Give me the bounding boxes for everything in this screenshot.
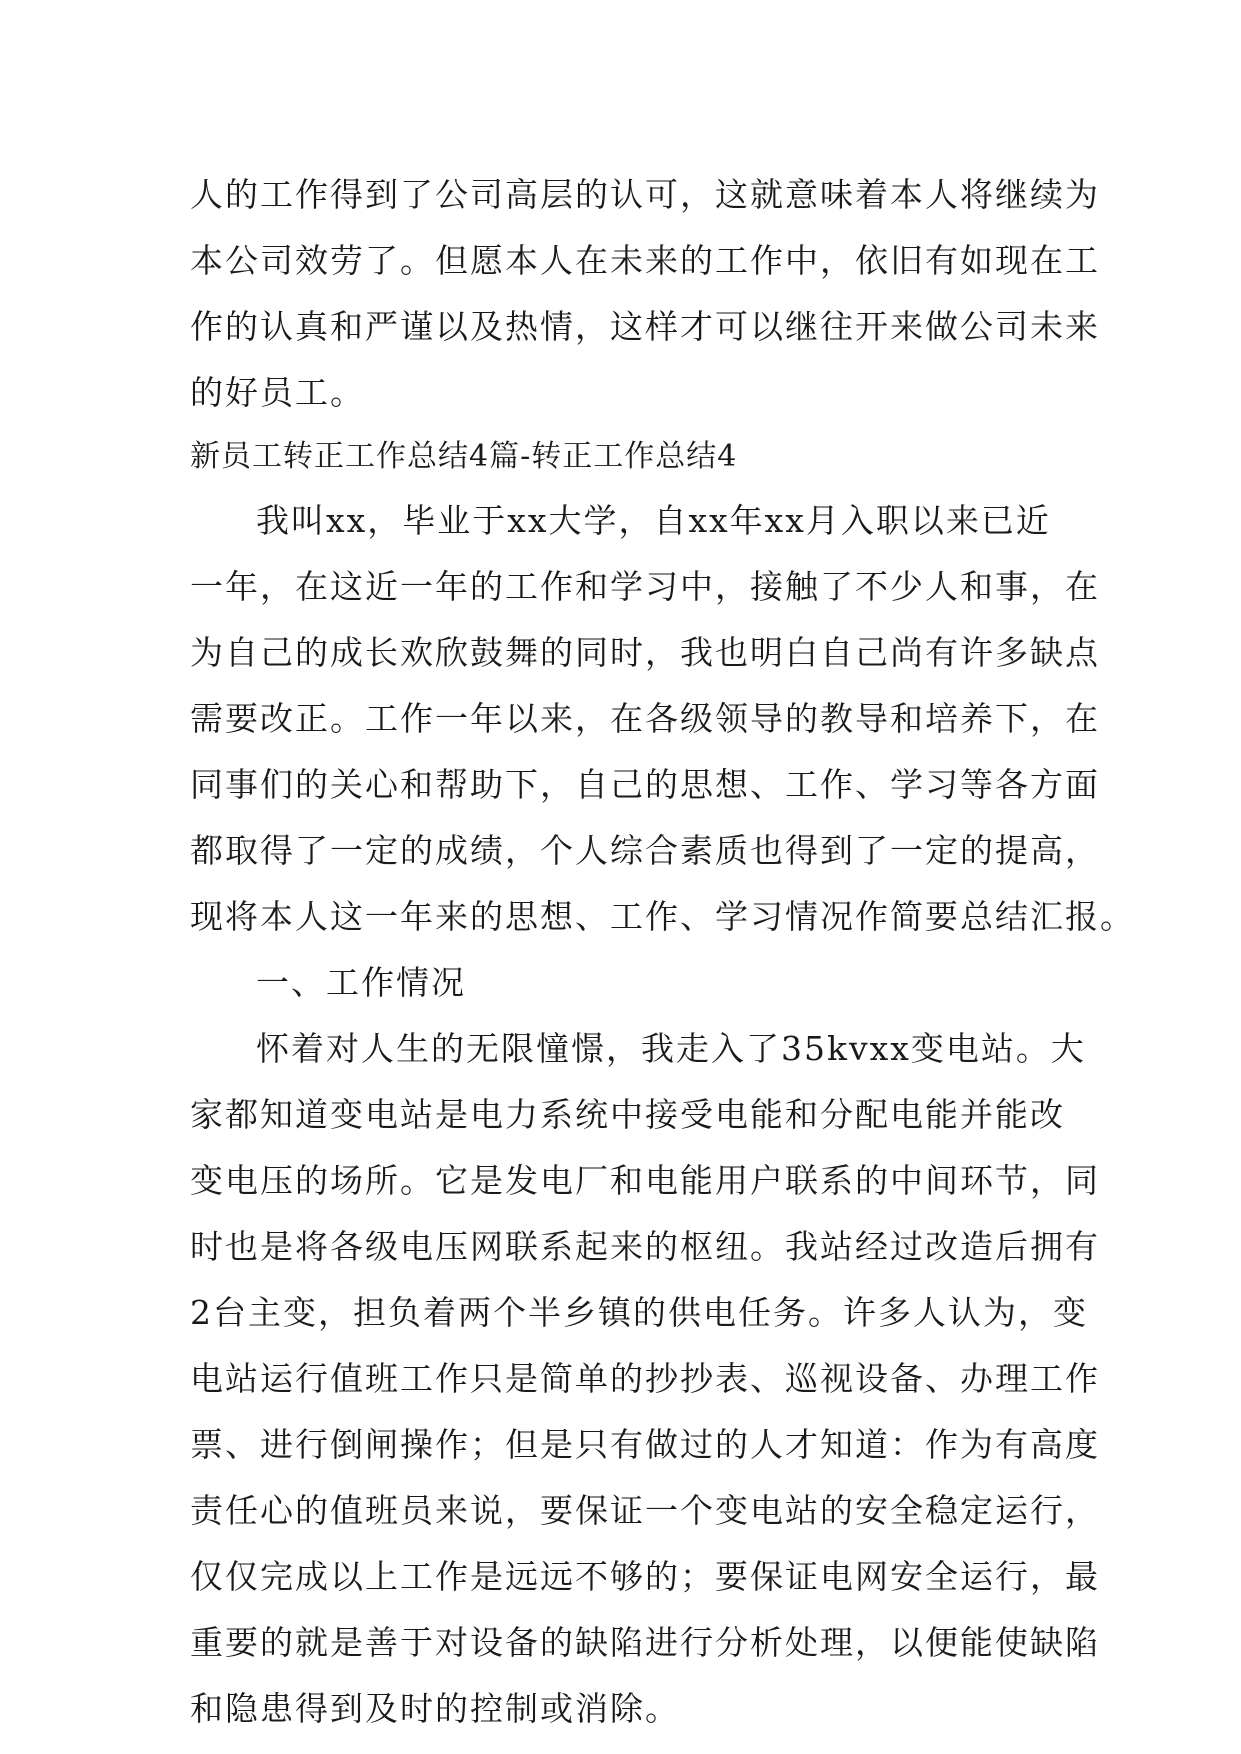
text-line: 我叫xx，毕业于xx大学，自xx年xx月入职以来已近 — [256, 501, 1051, 540]
text-line: 作的认真和严谨以及热情，这样才可以继往开来做公司未来 — [190, 307, 1100, 346]
text-line: 时也是将各级电压网联系起来的枢纽。我站经过改造后拥有 — [190, 1227, 1100, 1266]
text-line: 一年，在这近一年的工作和学习中，接触了不少人和事，在 — [190, 567, 1100, 606]
text-line: 为自己的成长欢欣鼓舞的同时，我也明白自己尚有许多缺点 — [190, 633, 1100, 672]
text-line: 需要改正。工作一年以来，在各级领导的教导和培养下，在 — [190, 699, 1100, 738]
text-line: 重要的就是善于对设备的缺陷进行分析处理，以便能使缺陷 — [190, 1623, 1100, 1662]
text-line: 电站运行值班工作只是简单的抄抄表、巡视设备、办理工作 — [190, 1359, 1100, 1398]
text-line: 家都知道变电站是电力系统中接受电能和分配电能并能改 — [190, 1095, 1065, 1134]
document-title: 新员工转正工作总结4篇-转正工作总结4 — [190, 439, 738, 474]
text-line: 都取得了一定的成绩，个人综合素质也得到了一定的提高， — [190, 831, 1100, 870]
text-line: 的好员工。 — [190, 373, 365, 412]
document-body — [190, 162, 1135, 1742]
text-line: 人的工作得到了公司高层的认可，这就意味着本人将继续为 — [190, 175, 1100, 214]
text-line: 同事们的关心和帮助下，自己的思想、工作、学习等各方面 — [190, 765, 1100, 804]
text-line: 责任心的值班员来说，要保证一个变电站的安全稳定运行， — [190, 1491, 1100, 1530]
text-line: 仅仅完成以上工作是远远不够的；要保证电网安全运行，最 — [190, 1557, 1100, 1596]
text-line: 怀着对人生的无限憧憬，我走入了35kvxx变电站。大 — [256, 1029, 1086, 1068]
text-line: 和隐患得到及时的控制或消除。 — [190, 1689, 680, 1728]
text-line: 变电压的场所。它是发电厂和电能用户联系的中间环节，同 — [190, 1161, 1100, 1200]
text-line: 本公司效劳了。但愿本人在未来的工作中，依旧有如现在工 — [190, 241, 1100, 280]
text-line: 票、进行倒闸操作；但是只有做过的人才知道：作为有高度 — [190, 1425, 1100, 1464]
text-line: 2台主变，担负着两个半乡镇的供电任务。许多人认为，变 — [190, 1293, 1088, 1332]
section-heading: 一、工作情况 — [256, 963, 466, 1002]
text-line: 现将本人这一年来的思想、工作、学习情况作简要总结汇报。 — [190, 897, 1135, 936]
